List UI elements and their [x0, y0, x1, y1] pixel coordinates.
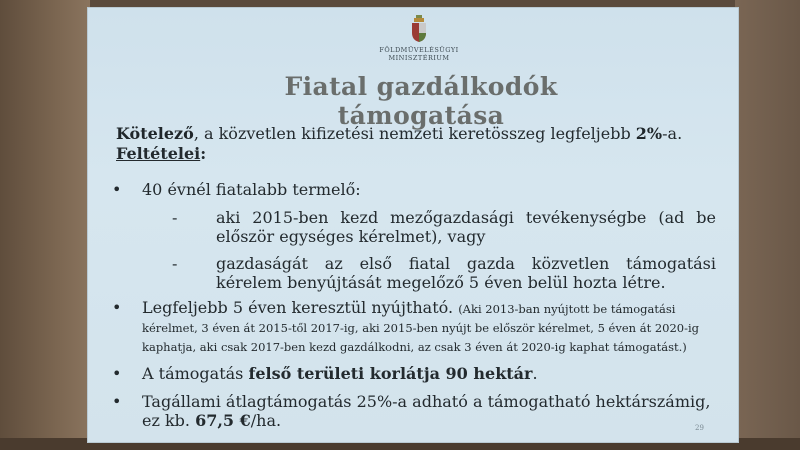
page-number: 29 — [695, 424, 704, 432]
bullet-4 — [142, 392, 717, 430]
room-wall-left — [0, 0, 90, 450]
conditions-heading — [116, 144, 206, 163]
bullet-4-line-1: Tagállami átlagtámogatás 25%-a adható a támogatható hektárszámig, — [142, 392, 711, 411]
condition-dash-2: gazdaságát az első fiatal gazda közvetlen támogatási kérelem benyújtását megelőző 5 éven belül hozta létre. — [216, 254, 716, 292]
intro-percent: 2% — [635, 124, 663, 143]
conditions-colon: : — [200, 144, 207, 163]
slide-title: Fiatal gazdálkodók támogatása — [284, 72, 558, 130]
conditions-label: Feltételei — [116, 144, 201, 163]
bullet-icon: • — [112, 298, 122, 317]
bullet-4-end: /ha. — [250, 411, 282, 430]
hungarian-coat-of-arms-icon — [410, 15, 428, 43]
ministry-line-1: FÖLDMŰVELÉSÜGYI — [379, 46, 459, 54]
dash-icon: - — [172, 254, 178, 273]
room-wall-right — [735, 0, 800, 450]
bullet-icon: • — [112, 392, 122, 411]
intro-end: -a. — [662, 124, 683, 143]
intro-line — [116, 124, 682, 143]
intro-bold: Kötelező — [116, 124, 194, 143]
bullet-icon: • — [112, 364, 122, 383]
bullet-4-line-2 — [142, 411, 717, 430]
projection-screen — [88, 8, 738, 442]
bullet-2 — [142, 298, 717, 355]
bullet-3-end: . — [532, 364, 538, 383]
ministry-line-2: MINISZTÉRIUM — [388, 54, 450, 62]
bullet-3-pre: A támogatás — [142, 364, 249, 383]
bullet-2-main: Legfeljebb 5 éven keresztül nyújtható. — [142, 298, 454, 317]
bullet-4-bold: 67,5 € — [195, 411, 251, 430]
dash-icon: - — [172, 208, 178, 227]
bullet-3-bold: felső területi korlátja 90 hektár — [248, 364, 533, 383]
ministry-name — [358, 46, 480, 62]
bullet-icon: • — [112, 180, 122, 199]
bullet-1: 40 évnél fiatalabb termelő: — [142, 180, 361, 199]
condition-dash-1: aki 2015-ben kezd mezőgazdasági tevékenységbe (ad be először egységes kérelmet), vagy — [216, 208, 716, 246]
bullet-3 — [142, 364, 538, 383]
intro-rest: , a közvetlen kifizetési nemzeti keretösszeg legfeljebb — [193, 124, 636, 143]
bullet-4-pre: ez kb. — [142, 411, 196, 430]
bullet-2-note: (Aki 2013-ban nyújtott be támogatási kérelmet, 3 éven át 2015-től 2017-ig, aki 2015-ben nyújt be először kérelmet, 5 éven át 2020-ig kaphatja, aki csak 2017-ben kezd gazdálkodni, az csak 3 éven át 2020-ig kaphat támogatást.) — [142, 302, 700, 354]
